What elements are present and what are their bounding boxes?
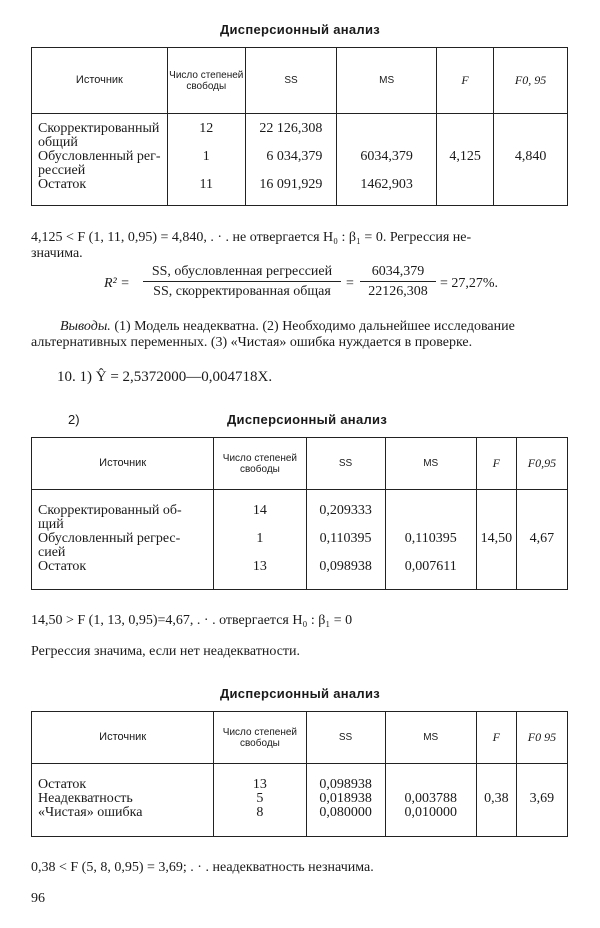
- table-cell: рессией: [38, 163, 86, 178]
- table-cell: Неадекватность: [38, 791, 133, 806]
- table-cell: Остаток: [38, 177, 87, 192]
- table-cell: [477, 504, 516, 518]
- table-cell: 0,098938: [319, 559, 372, 574]
- col-fcrit: [517, 778, 567, 820]
- col-f: [437, 122, 493, 192]
- r2-numerator: SS, обусловленная регрессией: [143, 264, 341, 282]
- table-cell: 0,003788: [404, 791, 457, 806]
- header-df: Число степеней свободы: [167, 48, 245, 114]
- col-df: [214, 504, 305, 574]
- table-cell: Остаток: [38, 559, 87, 574]
- table-cell: «Чистая» ошибка: [38, 805, 143, 820]
- table-cell: [494, 122, 567, 136]
- table-cell: 0,110395: [404, 531, 457, 546]
- table-cell: [517, 778, 567, 792]
- table-cell: [307, 546, 385, 560]
- anova-table-1: [31, 47, 568, 206]
- table-cell: [337, 122, 436, 136]
- header-f: F: [436, 48, 493, 114]
- conclusion-2-note: Регрессия значима, если нет неадекватности.: [31, 644, 301, 659]
- table-cell: [337, 164, 436, 178]
- table-cell: 0,38: [484, 791, 509, 806]
- table-cell: 16 091,929: [259, 177, 323, 192]
- table-cell: 0,110395: [319, 531, 372, 546]
- table-cell: общий: [38, 135, 78, 150]
- header-df: Число степеней свободы: [214, 438, 306, 490]
- header-f: F: [476, 712, 516, 764]
- table-cell: [246, 164, 323, 178]
- table1-title: Дисперсионный анализ: [219, 22, 381, 37]
- table-cell: [386, 778, 476, 792]
- table-cell: [494, 164, 567, 178]
- table-cell: [494, 136, 567, 150]
- item-10-equation: 10. 1) Ŷ = 2,5372000—0,004718X.: [57, 369, 273, 385]
- table-cell: 0,010000: [404, 805, 457, 820]
- col-ms: [386, 778, 476, 820]
- findings-text: (1) Модель неадекватна. (2) Необходимо дальнейшее исследование: [114, 319, 515, 334]
- table-cell: [168, 164, 245, 178]
- r2-equals: =: [346, 276, 354, 291]
- header-f: F: [476, 438, 516, 490]
- header-ss: SS: [306, 712, 385, 764]
- anova-table-3: [31, 711, 568, 837]
- conclusion-1: 4,125 < F (1, 11, 0,95) = 4,840, . · . не отвергается H₀ : β₁ = 0. Регрессия не-: [31, 230, 472, 245]
- col-fcrit: [494, 122, 567, 192]
- table-cell: 14: [252, 503, 267, 518]
- table-cell: Скорректированный об-: [38, 503, 182, 518]
- header-fcrit: F0 95: [516, 712, 567, 764]
- table-cell: [517, 806, 567, 820]
- table-cell: 1462,903: [360, 177, 413, 192]
- r2-denominator-value: 22126,308: [368, 284, 428, 299]
- table-cell: 4,67: [529, 531, 555, 546]
- header-ss: SS: [245, 48, 337, 114]
- item-2-label: 2): [68, 412, 80, 427]
- table-cell: [386, 504, 476, 518]
- header-source: Источник: [32, 438, 214, 490]
- table-cell: 0,209333: [319, 503, 372, 518]
- table-cell: [517, 560, 567, 574]
- header-ss: SS: [306, 438, 385, 490]
- col-ms: [386, 504, 476, 574]
- table-cell: Обусловленный рег-: [38, 149, 161, 164]
- header-source: Источник: [32, 712, 214, 764]
- table-cell: 8: [256, 805, 264, 820]
- table-cell: 11: [199, 177, 214, 192]
- col-ms: [337, 122, 436, 192]
- table-cell: Остаток: [38, 777, 87, 792]
- table-cell: [214, 518, 305, 532]
- table-cell: 4,840: [514, 149, 547, 164]
- table-cell: 6034,379: [360, 149, 413, 164]
- table-cell: 6 034,379: [266, 149, 323, 164]
- table-cell: 4,125: [449, 149, 481, 164]
- header-fcrit: F0,95: [516, 438, 567, 490]
- r2-result: = 27,27%.: [440, 276, 499, 291]
- col-f: [477, 778, 516, 820]
- table-cell: [477, 560, 516, 574]
- header-source: Источник: [32, 48, 168, 114]
- table-cell: Обусловленный регрес-: [38, 531, 181, 546]
- page-number: 96: [31, 891, 45, 906]
- table-cell: [477, 778, 516, 792]
- table-cell: 0,080000: [319, 805, 372, 820]
- findings-cont: альтернативных переменных. (3) «Чистая» ошибка нуждается в проверке.: [31, 335, 473, 350]
- table-cell: [246, 136, 323, 150]
- table-cell: [437, 122, 493, 136]
- table-cell: [168, 136, 245, 150]
- table-cell: 1: [256, 531, 264, 546]
- col-f: [477, 504, 516, 574]
- table-cell: [437, 164, 493, 178]
- anova-table-2: [31, 437, 568, 590]
- table-cell: 13: [252, 777, 267, 792]
- table-cell: 3,69: [529, 791, 555, 806]
- table-cell: 14,50: [480, 531, 513, 546]
- header-ms: MS: [337, 48, 437, 114]
- r2-lhs: R² =: [104, 276, 130, 291]
- header-ms: MS: [385, 438, 476, 490]
- col-source: [38, 122, 167, 192]
- table-cell: [307, 518, 385, 532]
- conclusion-1-cont: значима.: [31, 246, 83, 261]
- table-cell: [437, 136, 493, 150]
- col-df: [214, 778, 305, 820]
- table2-title: Дисперсионный анализ: [227, 412, 388, 427]
- findings: [60, 319, 515, 335]
- table-cell: 12: [199, 121, 214, 136]
- table-cell: 0,018938: [319, 791, 372, 806]
- col-ss: [307, 778, 385, 820]
- col-df: [168, 122, 245, 192]
- col-fcrit: [517, 504, 567, 574]
- table-cell: [386, 546, 476, 560]
- col-source: [38, 778, 213, 820]
- table-cell: 0,007611: [404, 559, 457, 574]
- table-cell: 13: [252, 559, 267, 574]
- conclusion-3: 0,38 < F (5, 8, 0,95) = 3,69; . · . неадекватность незначима.: [31, 860, 374, 875]
- table-cell: [494, 178, 567, 192]
- table-cell: [517, 518, 567, 532]
- table-cell: [517, 546, 567, 560]
- header-df: Число степеней свободы: [214, 712, 306, 764]
- col-ss: [246, 122, 323, 192]
- table-cell: [214, 546, 305, 560]
- table-cell: 0,098938: [319, 777, 372, 792]
- table-cell: [477, 806, 516, 820]
- table-cell: [386, 518, 476, 532]
- table-cell: [437, 178, 493, 192]
- header-ms: MS: [385, 712, 476, 764]
- col-ss: [307, 504, 385, 574]
- table-cell: сией: [38, 545, 66, 560]
- r2-denominator: SS, скорректированная общая: [153, 284, 331, 299]
- table-cell: щий: [38, 517, 64, 532]
- header-fcrit: F0, 95: [494, 48, 568, 114]
- r2-numerator-value: 6034,379: [360, 264, 436, 282]
- findings-lead: Выводы.: [60, 319, 111, 334]
- table-cell: [477, 518, 516, 532]
- table-cell: 5: [256, 791, 264, 806]
- table-cell: [337, 136, 436, 150]
- table-cell: 1: [202, 149, 210, 164]
- conclusion-2: 14,50 > F (1, 13, 0,95)=4,67, . · . отвергается H₀ : β₁ = 0: [31, 613, 353, 628]
- table-cell: Скорректированный: [38, 121, 160, 136]
- table-cell: [517, 504, 567, 518]
- col-source: [38, 504, 213, 574]
- table-cell: 22 126,308: [259, 121, 323, 136]
- table3-title: Дисперсионный анализ: [219, 686, 381, 701]
- table-cell: [477, 546, 516, 560]
